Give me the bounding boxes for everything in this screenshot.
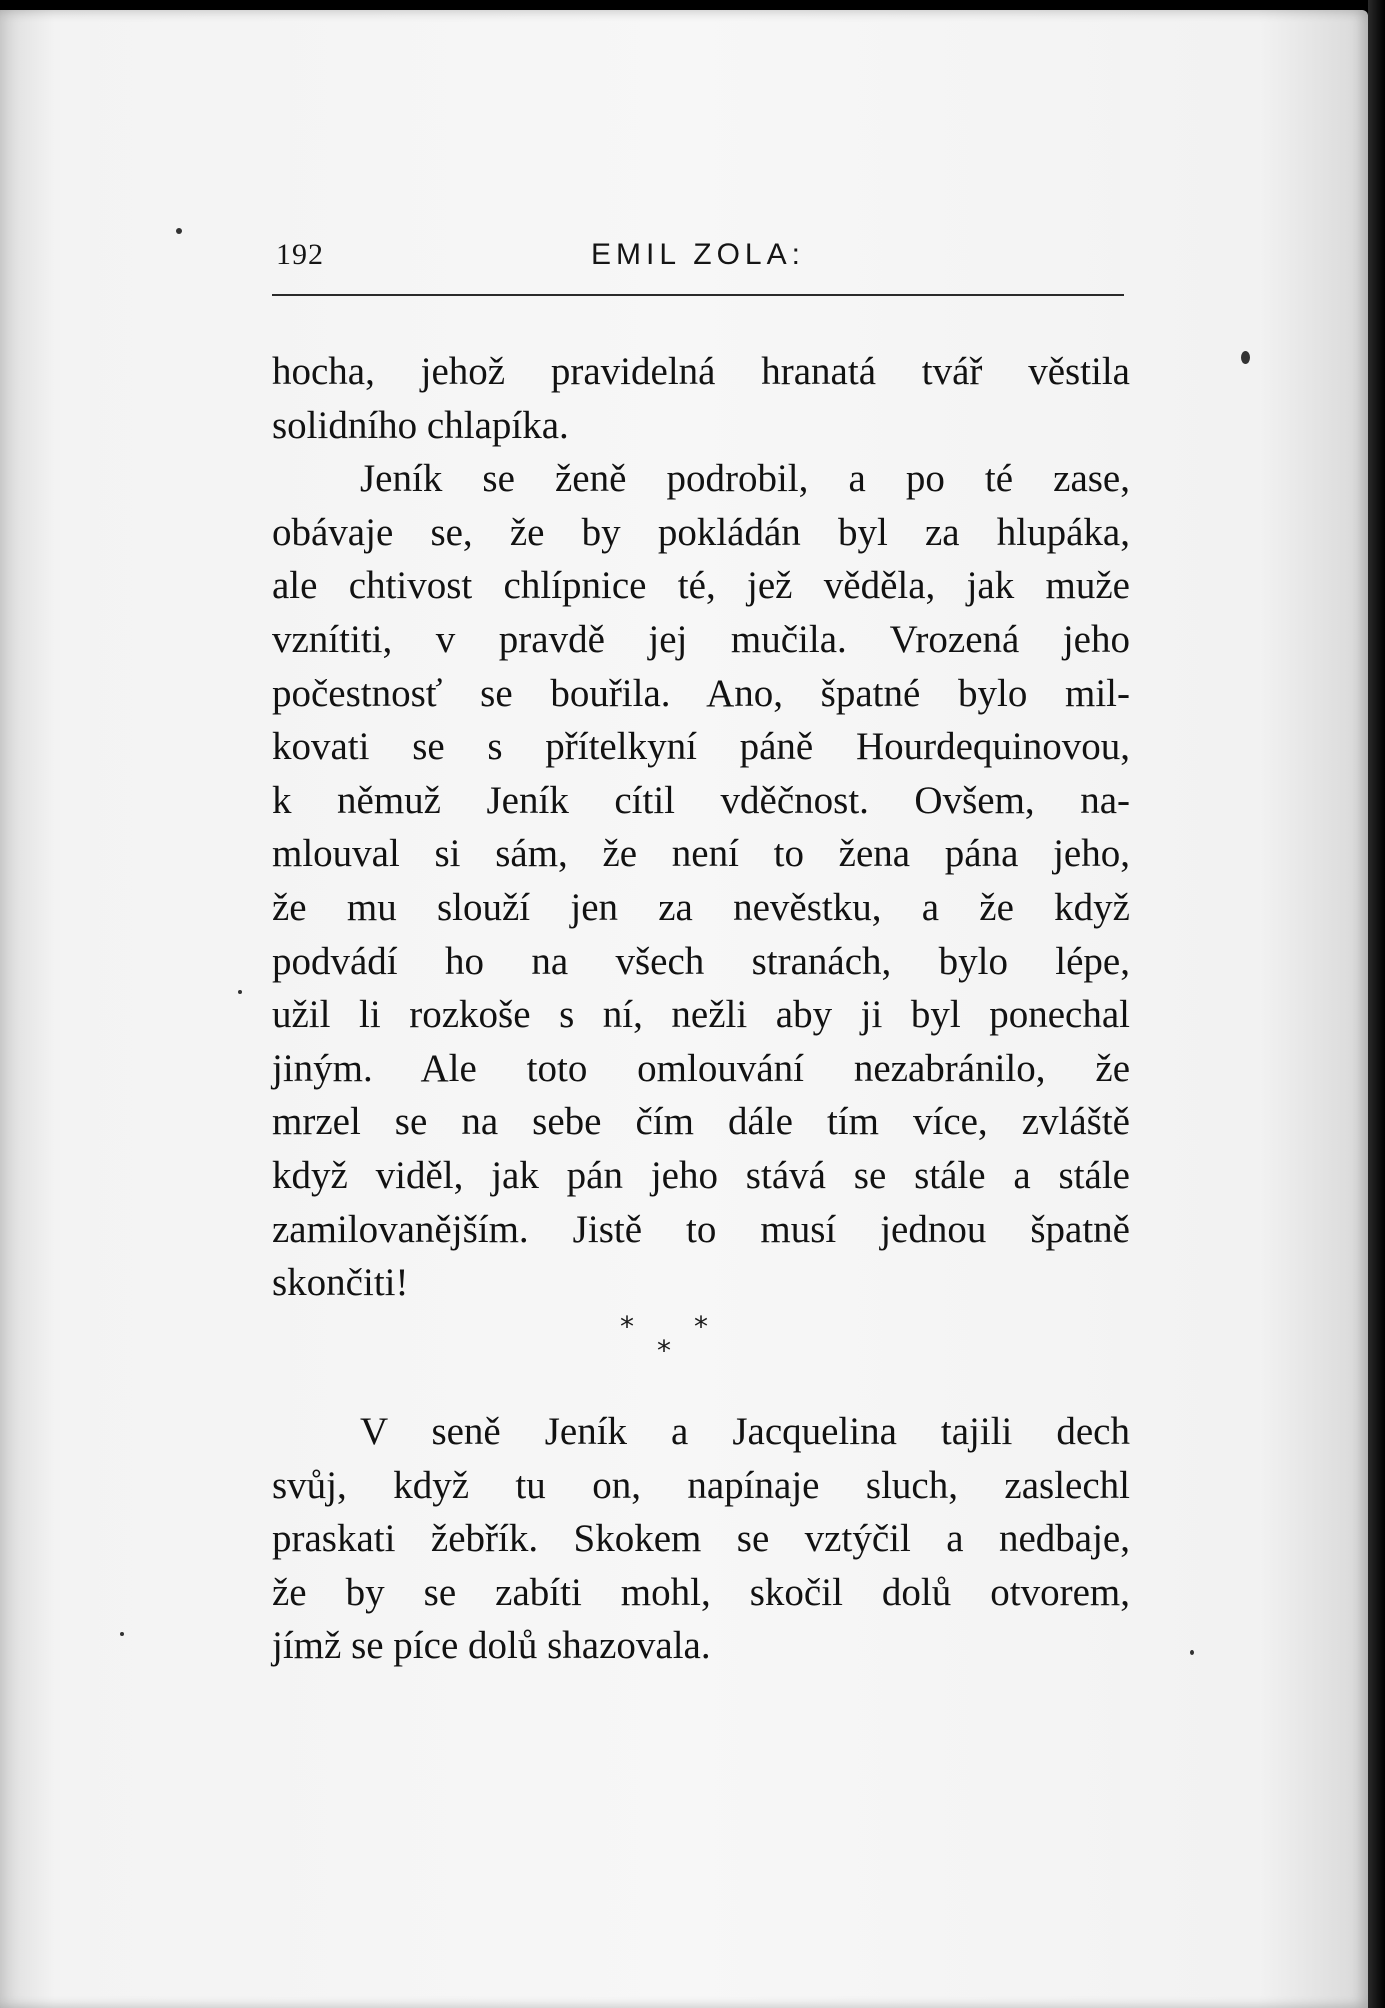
text-line: podvádí ho na všech stranách, bylo lépe, <box>272 939 1130 983</box>
body-text <box>272 345 1130 1310</box>
asterisk: * <box>620 1310 634 1343</box>
text-line: skončiti! <box>272 1261 409 1305</box>
text-line: ale chtivost chlípnice té, jež věděla, jak muže <box>272 564 1130 608</box>
text-line: že by se zabíti mohl, skočil dolů otvorem, <box>272 1570 1130 1614</box>
text-line: V seně Jeník a Jacquelina tajili dech <box>360 1410 1130 1453</box>
page-edge-shadow <box>1368 0 1385 2008</box>
text-line: počestnosť se bouřila. Ano, špatné bylo mil- <box>272 671 1130 715</box>
ink-speck <box>1241 351 1250 364</box>
text-line: svůj, když tu on, napínaje sluch, zaslechl <box>272 1463 1130 1507</box>
header-rule <box>272 294 1124 296</box>
text-line: kovati se s přítelkyní páně Hourdequinovou, <box>272 725 1130 769</box>
asterisk: * <box>694 1310 708 1343</box>
asterisk: * <box>657 1334 671 1367</box>
page-header <box>272 238 1124 286</box>
ink-speck <box>1190 1650 1194 1655</box>
text-line: užil li rozkoše s ní, nežli aby ji byl ponechal <box>272 993 1130 1037</box>
text-line: že mu slouží jen za nevěstku, a že když <box>272 885 1130 929</box>
text-line: k němuž Jeník cítil vděčnost. Ovšem, na- <box>272 778 1130 822</box>
running-title: EMIL ZOLA: <box>591 238 805 271</box>
text-line: vznítiti, v pravdě jej mučila. Vrozená jeho <box>272 617 1130 661</box>
ink-speck <box>176 228 182 234</box>
text-line: mlouval si sám, že není to žena pána jeho, <box>272 832 1130 876</box>
text-line: jiným. Ale toto omlouvání nezabránilo, že <box>272 1046 1130 1090</box>
text-line: obávaje se, že by pokládán byl za hlupáka, <box>272 510 1130 554</box>
text-line: solidního chlapíka. <box>272 403 569 447</box>
ink-speck <box>120 1632 124 1636</box>
text-line: zamilovanějším. Jistě to musí jednou špatně <box>272 1207 1130 1251</box>
page-number: 192 <box>276 238 324 271</box>
text-line: hocha, jehož pravidelná hranatá tvář věstila <box>272 350 1130 393</box>
section-separator <box>610 1300 790 1380</box>
text-line: praskati žebřík. Skokem se vztýčil a nedbaje, <box>272 1517 1130 1561</box>
text-line: když viděl, jak pán jeho stává se stále a stále <box>272 1153 1130 1197</box>
ink-speck <box>238 990 242 994</box>
text-line: jímž se píce dolů shazovala. <box>272 1624 711 1668</box>
text-line: Jeník se ženě podrobil, a po té zase, <box>360 457 1130 501</box>
text-line: mrzel se na sebe čím dále tím více, zvláště <box>272 1100 1130 1144</box>
body-text-second-section <box>272 1405 1130 1673</box>
